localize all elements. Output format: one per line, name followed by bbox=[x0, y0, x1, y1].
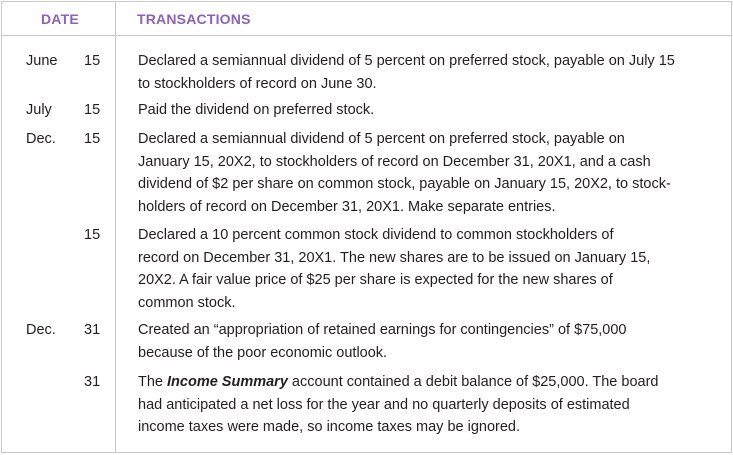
transactions-table bbox=[1, 1, 732, 453]
row-line: Declared a 10 percent common stock dividend to common stockholders of bbox=[138, 227, 614, 243]
row-line: January 15, 20X2, to stockholders of record on December 31, 20X1, and a cash bbox=[138, 153, 651, 170]
row-month: Dec. bbox=[26, 131, 56, 147]
row-month: June bbox=[26, 53, 58, 69]
row-description bbox=[138, 50, 723, 95]
row-line: Paid the dividend on preferred stock. bbox=[138, 102, 375, 118]
row-day: 31 bbox=[84, 374, 101, 390]
row-line: record on December 31, 20X1. The new shares are to be issued on January 15, bbox=[138, 249, 651, 266]
row-day: 31 bbox=[84, 322, 101, 338]
transactions-column-header: TRANSACTIONS bbox=[137, 11, 251, 27]
row-description bbox=[138, 319, 723, 364]
row-description bbox=[138, 371, 723, 439]
row-line bbox=[138, 371, 723, 394]
row-description bbox=[138, 224, 723, 314]
row-day: 15 bbox=[84, 102, 101, 118]
row-line: dividend of $2 per share on common stock, payable on January 15, 20X2, to stock- bbox=[138, 176, 671, 192]
income-summary-account: Income Summary bbox=[167, 374, 288, 390]
row-day: 15 bbox=[84, 53, 101, 69]
row-month: Dec. bbox=[26, 322, 56, 338]
row-description bbox=[138, 99, 723, 122]
column-divider bbox=[115, 2, 116, 452]
row-day: 15 bbox=[84, 227, 101, 243]
row-line: Declared a semiannual dividend of 5 percent on preferred stock, payable on bbox=[138, 131, 625, 147]
row-month: July bbox=[26, 102, 52, 118]
row-line: holders of record on December 31, 20X1. Make separate entries. bbox=[138, 198, 556, 215]
date-column-header: DATE bbox=[41, 11, 79, 27]
row-line: common stock. bbox=[138, 294, 236, 311]
row-line: 20X2. A fair value price of $25 per share is expected for the new shares of bbox=[138, 272, 613, 288]
row-description bbox=[138, 128, 723, 218]
row-line: because of the poor economic outlook. bbox=[138, 344, 388, 361]
row-line: Declared a semiannual dividend of 5 percent on preferred stock, payable on July 15 bbox=[138, 53, 675, 69]
row-line: to stockholders of record on June 30. bbox=[138, 75, 377, 92]
row-line: income taxes were made, so income taxes may be ignored. bbox=[138, 419, 521, 435]
row-day: 15 bbox=[84, 131, 101, 147]
table-header bbox=[2, 2, 731, 36]
row-line-prefix: The bbox=[138, 374, 168, 390]
row-line: Created an “appropriation of retained earnings for contingencies” of $75,000 bbox=[138, 322, 627, 338]
row-line-suffix: account contained a debit balance of $25,000. The board bbox=[287, 374, 659, 390]
row-line: had anticipated a net loss for the year and no quarterly deposits of estimated bbox=[138, 396, 630, 413]
